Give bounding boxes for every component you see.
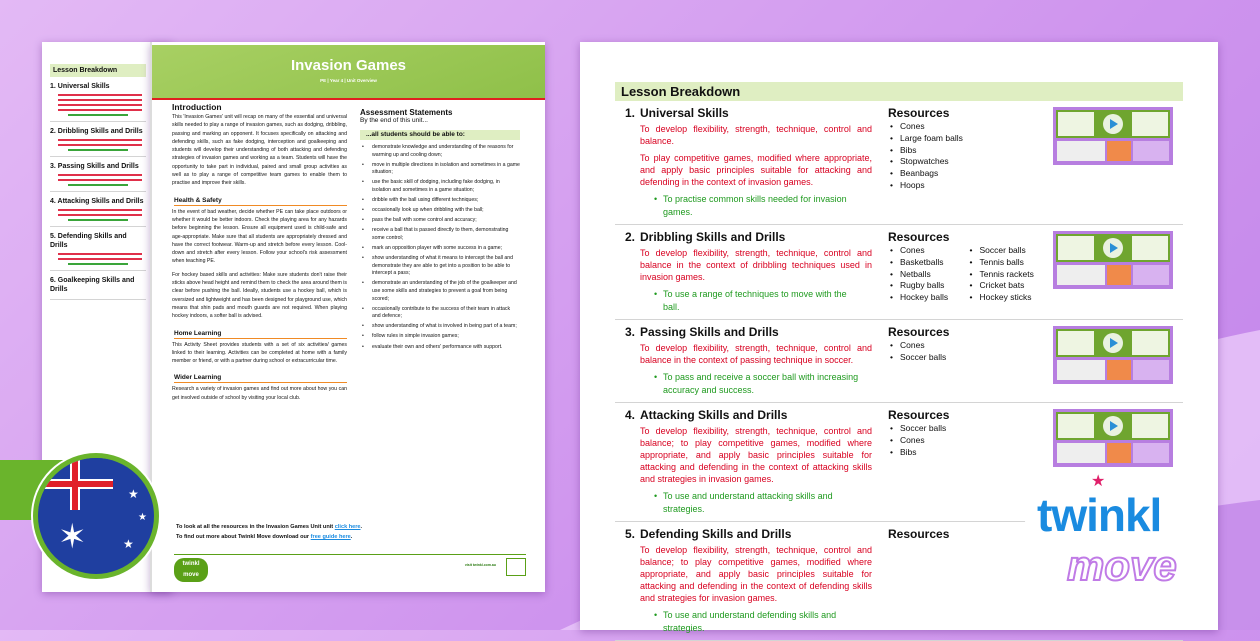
thumbnail-panel [1107,265,1131,285]
lesson-number: 4. [625,408,636,422]
lesson-number: 2. [625,230,636,244]
thumbnail-panel [1057,360,1105,380]
objective-line-placeholder [58,94,142,96]
resource-item: • Soccer balls [888,423,1043,435]
resources-list [888,423,1043,458]
click-here-link[interactable]: click here [334,524,361,530]
resources-heading: Resources [888,527,950,541]
health-safety-text: In the event of bad weather, decide whether PE can take place outdoors or whether it would be better indoors. Check the playing area for any hazards before beginning the lesson. Ensure all equipment used is child-safe and age-appropriate. Make sure that all students are appropriately dressed and have the correct footwear. Warm-up and stretch before every lesson. Cool-down and stretch after every lesson. Follow your school's risk assessment when teaching PE. [172,208,347,265]
page-header [152,45,545,100]
lesson-number: 4. [50,198,56,205]
resource-item: • Cones [888,245,964,257]
logo-text-twinkl: twinkl [1037,489,1162,541]
assessment-heading: Assessment Statements [360,108,453,117]
lesson-number: 3. [50,163,56,170]
lesson-item [615,101,1183,225]
lesson-title-summary [50,162,146,171]
thumbnail-panel [1133,265,1169,285]
thumbnail-panel [1057,141,1105,161]
resource-item: • Hoops [888,180,1043,192]
lesson-breakdown-heading: Lesson Breakdown [50,64,146,77]
lesson-title-summary [50,82,146,91]
resources-heading: Resources [888,230,950,244]
lesson-number: 3. [625,325,636,339]
lesson-thumbnail[interactable] [1053,409,1173,467]
lesson-objective: To develop flexibility, strength, technique, control and balance; to play competitive games, modified where appropriate, and apply basic principles suitable for attacking and defending in the context of defending skills and strategies for invasion games. [640,545,872,603]
resource-item: • Cones [888,435,1043,447]
lesson-title-summary [50,197,146,206]
play-icon[interactable] [1103,114,1123,134]
assessment-item: • dribble with the ball using different techniques; [360,197,520,205]
lesson-summary-item [50,122,146,157]
lesson-number: 2. [50,128,56,135]
lesson-number: 5. [625,527,636,541]
lesson-title-text: Attacking Skills and Drills [640,408,788,422]
lesson-item [615,225,1183,320]
resource-item: • Netballs [888,269,964,281]
lesson-outcome: • To use and understand defending skills and strategies. [663,609,863,634]
thumbnail-panel [1107,360,1131,380]
resource-item: • Cones [888,121,1043,133]
resource-item: • Cones [888,340,1043,352]
objective-line-placeholder [58,253,142,255]
page-subtitle: PE | Year 4 | Unit Overview [320,78,377,83]
lesson-objective: To play competitive games, modified where appropriate, and apply basic principles suitable for attacking and defending in the context of invasion games. [640,153,872,187]
lesson-breakdown-summary [50,64,146,300]
footer-url: visit twinkl.com.au [464,563,496,567]
lesson-thumbnail[interactable] [1053,326,1173,384]
lesson-summary-item [50,77,146,122]
thumbnail-panel [1133,443,1169,463]
free-guide-link[interactable]: free guide here [310,534,351,540]
lesson-number: 1. [50,83,56,90]
resource-item: • Tennis balls [968,257,1044,269]
lesson-title-text: Dribbling Skills and Drills [57,128,143,135]
logo-text-move: move [1067,542,1177,589]
assessment-item: • demonstrate knowledge and understanding of the reasons for warming up and cooling down; [360,144,520,159]
objective-line-placeholder [58,179,142,181]
twinkl-move-logo [1015,470,1255,600]
resource-item: • Beanbags [888,168,1043,180]
objective-line-placeholder [58,109,142,111]
lesson-title-text: Defending Skills and Drills [50,233,127,249]
wider-learning-heading: Wider Learning [174,373,347,383]
assessment-item: • follow rules in simple invasion games; [360,333,520,341]
play-icon[interactable] [1103,416,1123,436]
resources-block [888,325,1043,364]
thumbnail-panel [1107,141,1131,161]
overview-left-column [172,102,347,402]
resource-item: • Basketballs [888,257,964,269]
resource-item: • Rugby balls [888,280,964,292]
link-text: To find out more about Twinkl Move download our [176,534,311,540]
resources-heading: Resources [888,408,950,422]
resource-item: • Soccer balls [968,245,1044,257]
thumbnail-panel [1133,360,1169,380]
badge-icon [506,558,526,576]
lesson-title-text: Passing Skills and Drills [57,163,139,170]
lesson-title-summary [50,276,146,294]
assessment-item: • evaluate their own and others' performance with support. [360,344,520,352]
assessment-item: • move in multiple directions in isolation and sometimes in a game situation; [360,162,520,177]
intro-text: This 'Invasion Games' unit will recap on many of the essential and universal skills needed to play a range of invasion games, such as dodging, dribbling, passing and marking an opponent. It focuses specifically on attacking and defending skills, such as fake dodging, interception and goalkeeping and students will develop their understanding of both attacking and defending strategies of invasion games and working as a team. Students will have the opportunity to take part in individual, paired and small group activities as well as to play a range of competitive team games to enable them to practise and improve their skills. [172,114,347,187]
lesson-summary-item [50,227,146,271]
lesson-title-text: Universal Skills [57,83,110,90]
assessment-item: • show understanding of what it means to intercept the ball and demonstrate they are able to get into a position to be able to intercept a pass; [360,255,520,278]
resources-block [888,408,1043,458]
unit-overview-page [150,42,545,592]
assessment-item: • occasionally look up when dribbling with the ball; [360,207,520,215]
objective-line-placeholder [58,258,142,260]
objective-line-placeholder [58,139,142,141]
resources-block [888,106,1043,192]
lesson-title-text: Universal Skills [640,106,729,120]
resource-item: • Bibs [888,447,1043,459]
resource-item: • Hockey balls [888,292,964,304]
page-title: Invasion Games [290,57,407,74]
lesson-thumbnail[interactable] [1053,231,1173,289]
lesson-number: 6. [50,277,56,284]
thumbnail-panel [1107,443,1131,463]
lesson-title-summary [50,232,146,250]
star-icon: ★ [1091,473,1106,490]
objective-line-placeholder [58,209,142,211]
assessment-item: • mark an opposition player with some success in a game; [360,245,520,253]
lesson-outcome: • To pass and receive a soccer ball with increasing accuracy and success. [663,371,863,396]
resource-item: • Soccer balls [888,352,1043,364]
lesson-summary-item [50,157,146,192]
resources-heading: Resources [888,106,950,120]
outcome-line-placeholder [68,149,128,151]
lesson-outcome: • To use and understand attacking skills and strategies. [663,490,863,515]
lesson-number: 1. [625,106,636,120]
objective-line-placeholder [58,174,142,176]
assessment-item: • use the basic skill of dodging, including fake dodging, in isolation and sometimes in a game situation; [360,179,520,194]
outcome-line-placeholder [68,184,128,186]
lesson-objective: To develop flexibility, strength, technique, control and balance in the context of dribbling techniques used in invasion games. [640,248,872,282]
assessment-subheading: By the end of this unit... [360,117,428,124]
thumbnail-panel [1057,265,1105,285]
lesson-number: 5. [50,233,56,240]
link-text: To look at all the resources in the Invasion Games Unit unit [176,524,335,530]
lesson-summary-item [50,271,146,300]
thumbnail-panel [1057,443,1105,463]
home-learning-heading: Home Learning [174,329,347,339]
lesson-title-text: Dribbling Skills and Drills [640,230,786,244]
twinkl-move-logo: twinkl move [174,558,208,582]
home-learning-text: This Activity Sheet provides students with a set of six activities/ games linked to their learning. Activities can be completed at home with a family member or friend, or with a partner during school or extracurricular time. [172,341,347,365]
lesson-objective: To develop flexibility, strength, technique, control and balance in the context of passing technique in soccer. [640,343,872,365]
resource-item: • Stopwatches [888,156,1043,168]
lesson-objective: To develop flexibility, strength, technique, control and balance; to play competitive games, modified where appropriate, and apply basic principles suitable for attacking and defending in the context of attacking skills and strategies in invasion games. [640,426,872,484]
assessment-list [360,144,520,351]
lesson-title-text: Attacking Skills and Drills [57,198,144,205]
lesson-title-text: Defending Skills and Drills [640,527,792,541]
resources-heading: Resources [888,325,950,339]
resources-block [888,230,1043,304]
assessment-item: • pass the ball with some control and accuracy; [360,217,520,225]
lesson-objective: To develop flexibility, strength, technique, control and balance. [640,124,872,146]
assessment-item: • demonstrate an understanding of the job of the goalkeeper and use some skills and strategies to prevent a goal from being scored; [360,280,520,303]
lesson-item [615,320,1183,403]
wider-learning-text: Research a variety of invasion games and find out more about how you can get involved outside of school by visiting your local club. [172,386,347,401]
assessment-item: • occasionally contribute to the success of their team in attack and defence; [360,306,520,321]
resources-list [888,245,1043,304]
lesson-outcome: • To practise common skills needed for invasion games. [663,193,863,218]
lesson-thumbnail[interactable] [1053,107,1173,165]
outcome-line-placeholder [68,263,128,265]
lesson-breakdown-heading: Lesson Breakdown [615,82,1183,101]
page-footer [174,554,526,578]
resource-item: • Large foam balls [888,133,1043,145]
play-icon[interactable] [1103,238,1123,258]
assessment-item: • receive a ball that is passed directly to them, demonstrating some control; [360,227,520,242]
intro-heading: Introduction [172,102,222,112]
objective-line-placeholder [58,104,142,106]
lesson-summary-item [50,192,146,227]
lesson-outcome: • To use a range of techniques to move with the ball. [663,288,863,313]
assessment-bar: ...all students should be able to: [360,130,520,140]
thumbnail-panel [1133,141,1169,161]
resource-item: • Cricket bats [968,280,1044,292]
lesson-title-summary [50,127,146,136]
objective-line-placeholder [58,214,142,216]
outcome-line-placeholder [68,219,128,221]
health-safety-heading: Health & Safety [174,196,347,206]
lesson-title-text: Passing Skills and Drills [640,325,779,339]
assessment-column [360,108,520,354]
resources-list [888,340,1043,364]
outcome-line-placeholder [68,114,128,116]
australia-flag-icon: ✶ ★ ★ ★ [33,453,159,579]
resources-list [888,121,1043,192]
lesson-title-text: Goalkeeping Skills and Drills [50,277,135,293]
objective-line-placeholder [58,144,142,146]
objective-line-placeholder [58,99,142,101]
play-icon[interactable] [1103,333,1123,353]
resource-links: To look at all the resources in the Invasion Games Unit unit click here. To find out more about Twinkl Move download our free guide here. [176,524,363,540]
resource-item: • Bibs [888,145,1043,157]
resource-item: • Hockey sticks [968,292,1044,304]
resource-item: • Tennis rackets [968,269,1044,281]
hockey-safety-text: For hockey based skills and activities: Make sure students don't raise their sticks above head height and remind them to check the area around them is clear before pushing the ball. Ideally, students use a hockey ball, which is oversized and lightweight and has been designed for playground use, which means that shin pads and mouth guards are not required. When playing hockey indoors, a softer ball is advised. [172,271,347,320]
assessment-item: • show understanding of what is involved in being part of a team; [360,323,520,331]
